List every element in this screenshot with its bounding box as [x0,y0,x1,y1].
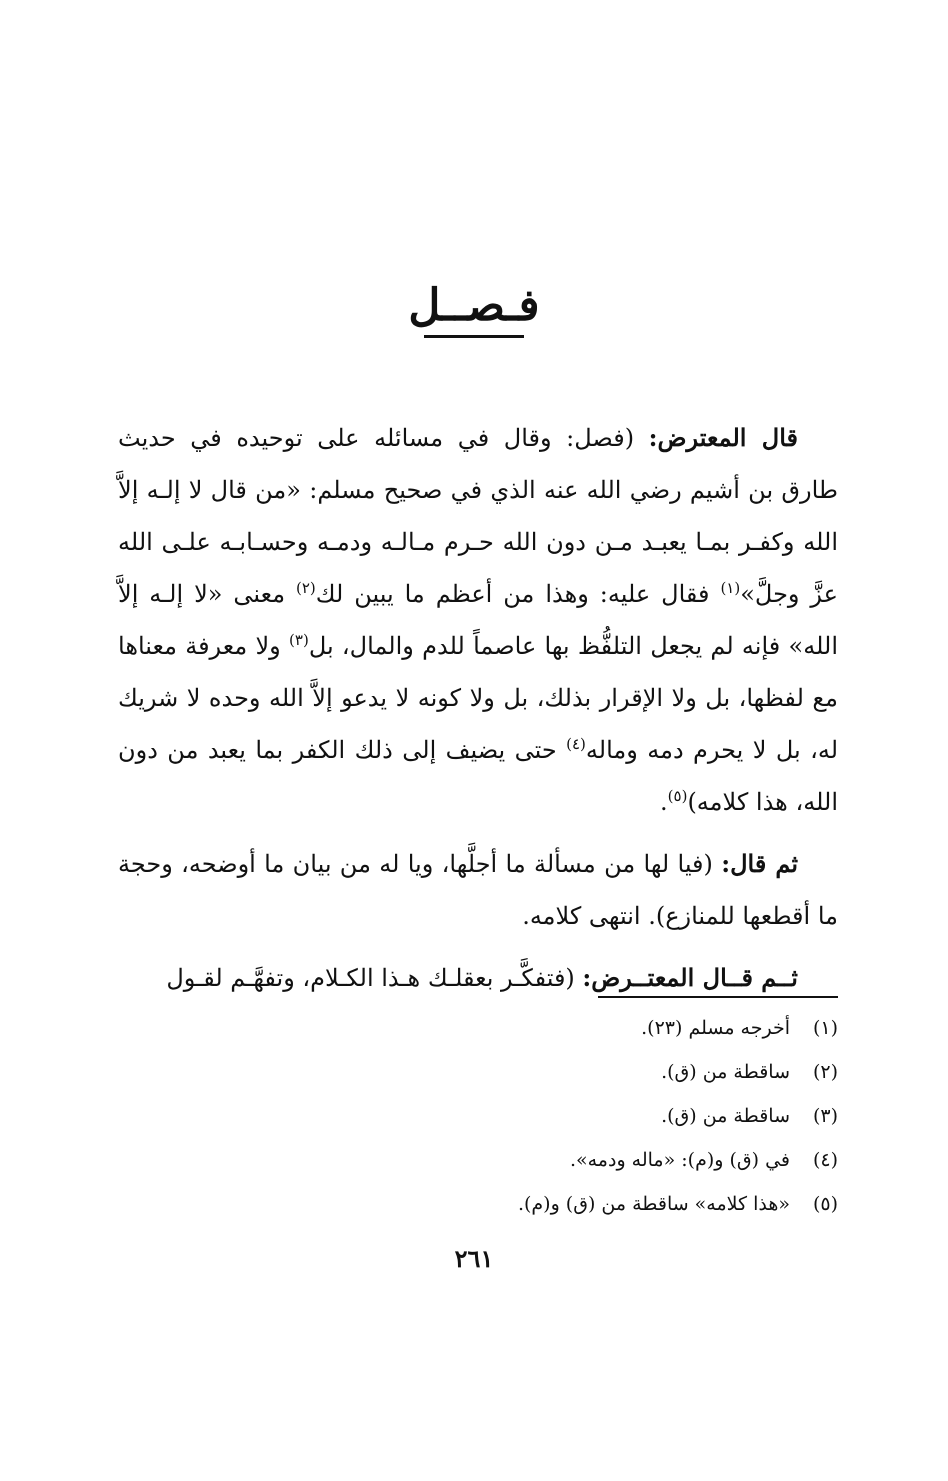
paragraph-1-speaker: قال المعترض: [648,423,798,452]
chapter-title-text: فـصــل [408,280,540,331]
footnote-item [118,1182,838,1226]
footnote-ref-5[interactable]: (٥) [667,787,688,805]
paragraph-2-speaker: ثم قال: [721,849,798,878]
paragraph-1 [118,412,838,828]
footnote-ref-3[interactable]: (٣) [289,631,309,649]
footnote-separator [598,996,838,998]
footnote-ref-2[interactable]: (٢) [296,579,316,597]
title-underline [424,335,524,338]
paragraph-1-segment-4: ولا معرفة معناها مع لفظها، بل ولا الإقرار بذلك، بل ولا كونه لا يدعو إلاَّ الله وحده لا شريك له، بل لا يحرم دمه وماله [118,632,839,764]
footnote-ref-1[interactable]: (١) [720,579,741,597]
chapter-title [0,280,948,338]
footnote-item [118,1094,838,1138]
footnote-text: ساقطة من (ق). [661,1061,790,1083]
footnote-text: «هذا كلامه» ساقطة من (ق) و(م). [517,1193,790,1215]
footnote-number: (٣) [812,1105,838,1127]
paragraph-1-segment-6: . [660,788,668,816]
paragraph-1-segment-5: حتى يضيف إلى ذلك الكفر بما يعبد من دون الله، هذا كلامه) [118,736,838,816]
paragraph-3-speaker: ثــم قــال المعتــرض: [582,963,798,992]
footnote-item [118,1050,838,1094]
footnotes-list [118,1006,838,1226]
paragraph-1-segment-2: فقال عليه: وهذا من أعظم ما يبين لك [315,580,721,608]
footnote-number: (٢) [812,1061,838,1083]
paragraph-1-segment-3: معنى «لا إلـه إلاَّ الله» فإنه لم يجعل التلفُّظ بها عاصماً للدم والمال، بل [118,580,838,660]
paragraph-2-text: (فيا لها من مسألة ما أجلَّها، ويا له من بيان ما أوضحه، وحجة ما أقطعها للمنازع). انتهى كلامه. [118,850,838,930]
footnote-number: (١) [812,1017,838,1039]
footnote-number: (٥) [812,1193,838,1215]
footnote-item [118,1006,838,1050]
paragraph-2 [118,838,838,942]
footnote-number: (٤) [812,1149,838,1171]
paragraph-3-text: (فتفكَّـر بعقلـك هـذا الكـلام، وتفهَّـم لقـول [166,964,583,992]
footnote-text: ساقطة من (ق). [661,1105,790,1127]
footnote-ref-4[interactable]: (٤) [566,735,586,753]
footnote-item [118,1138,838,1182]
page-number: ٢٦١ [454,1244,494,1273]
paragraph-1-segment-1: (فصل: وقال في مسائله على توحيده في حديث طارق بن أشيم رضي الله عنه الذي في صحيح مسلم: «من قال لا إلـه إلاَّ الله وكفـر بمـا يعبـد مـن دون الله حـرم مـالـه ودمـه وحسـابـه علـى الله عزَّ وجلَّ» [118,424,838,608]
footnote-text: في (ق) و(م): «ماله ودمه». [569,1149,790,1171]
main-text [118,412,838,1014]
footnote-text: أخرجه مسلم (٢٣). [641,1017,790,1039]
